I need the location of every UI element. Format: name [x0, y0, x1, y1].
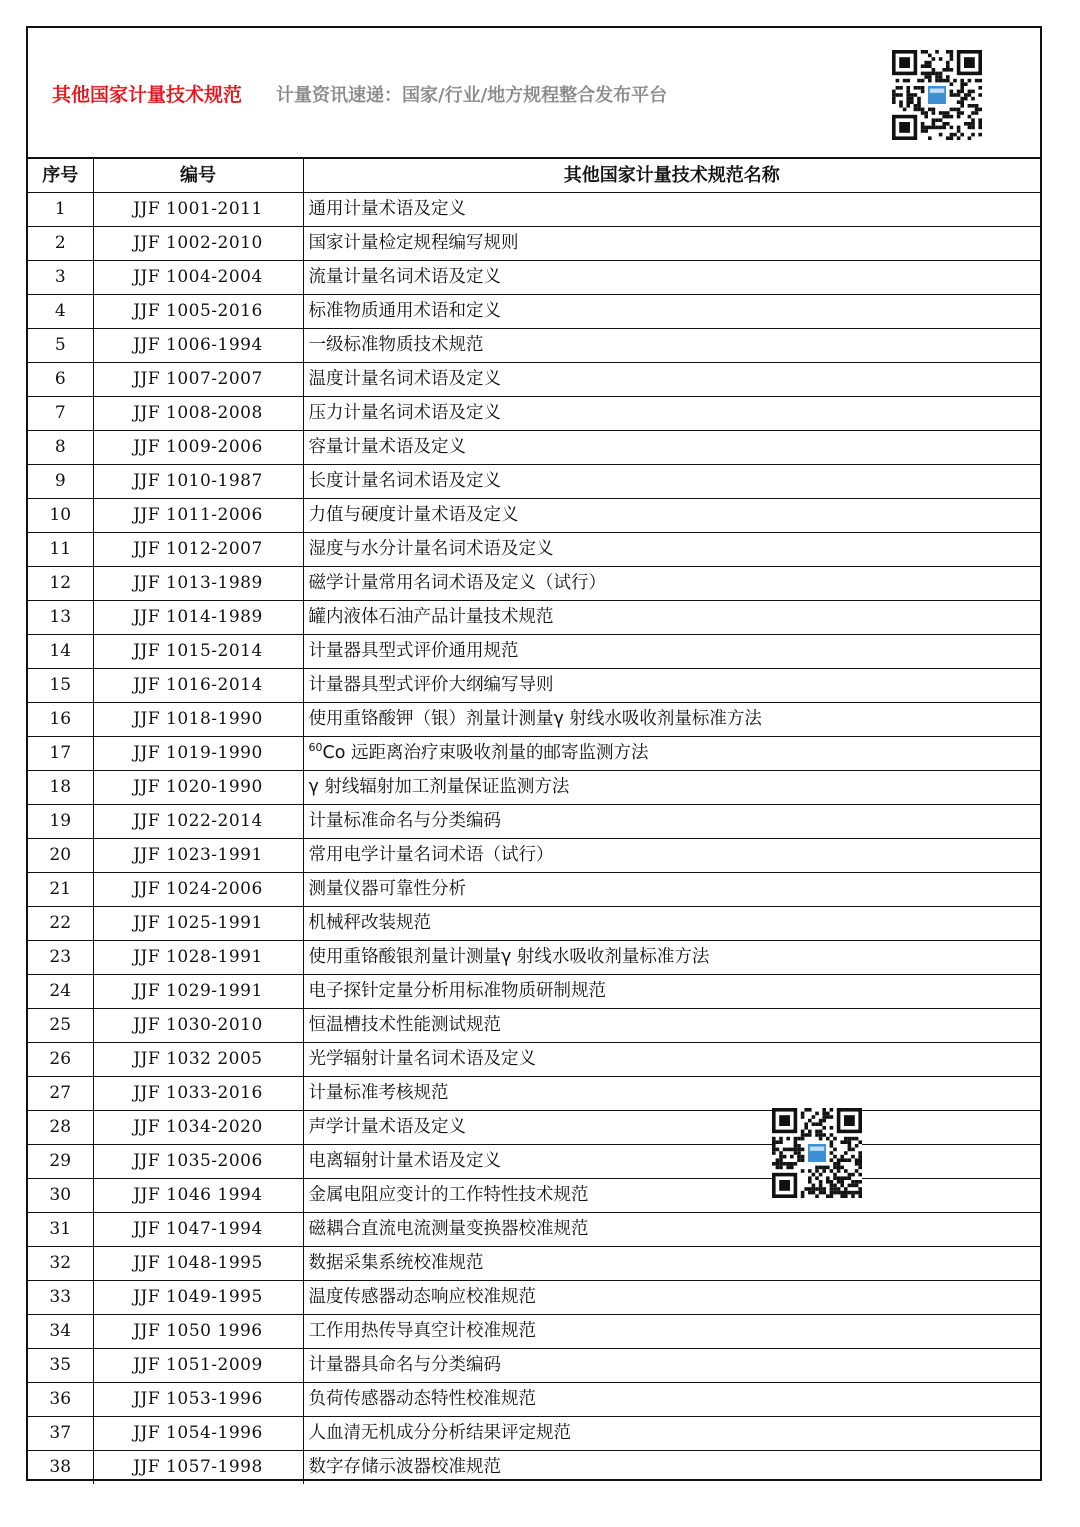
qr-code-icon	[772, 1108, 862, 1198]
document-title: 其他国家计量技术规范	[52, 84, 243, 106]
name-cell: 声学计量术语及定义	[303, 1111, 1040, 1145]
code-cell: JJF 1002-2010	[93, 227, 303, 261]
no-cell: 14	[28, 635, 93, 669]
table-row	[28, 737, 1040, 771]
code-cell: JJF 1030-2010	[93, 1009, 303, 1043]
table-row	[28, 533, 1040, 567]
code-cell: JJF 1051-2009	[93, 1349, 303, 1383]
code-cell: JJF 1008-2008	[93, 397, 303, 431]
code-cell: JJF 1009-2006	[93, 431, 303, 465]
name-cell: 人血清无机成分分析结果评定规范	[303, 1417, 1040, 1451]
no-cell: 15	[28, 669, 93, 703]
no-cell: 9	[28, 465, 93, 499]
table-row	[28, 873, 1040, 907]
code-cell: JJF 1057-1998	[93, 1451, 303, 1485]
table-row	[28, 1145, 1040, 1179]
table-row	[28, 635, 1040, 669]
code-cell: JJF 1001-2011	[93, 193, 303, 227]
no-cell: 10	[28, 499, 93, 533]
name-cell	[303, 737, 1040, 771]
name-cell: 压力计量名词术语及定义	[303, 397, 1040, 431]
name-cell: 使用重铬酸银剂量计测量γ 射线水吸收剂量标准方法	[303, 941, 1040, 975]
column-header-no: 序号	[28, 159, 93, 193]
table-row	[28, 771, 1040, 805]
table-row	[28, 431, 1040, 465]
code-cell: JJF 1046 1994	[93, 1179, 303, 1213]
table-row	[28, 1315, 1040, 1349]
table-row	[28, 669, 1040, 703]
table-row	[28, 1077, 1040, 1111]
name-cell: 测量仪器可靠性分析	[303, 873, 1040, 907]
no-cell: 33	[28, 1281, 93, 1315]
table-row	[28, 295, 1040, 329]
no-cell: 6	[28, 363, 93, 397]
table-row	[28, 805, 1040, 839]
code-cell: JJF 1014-1989	[93, 601, 303, 635]
no-cell: 27	[28, 1077, 93, 1111]
no-cell: 31	[28, 1213, 93, 1247]
code-cell: JJF 1015-2014	[93, 635, 303, 669]
code-cell: JJF 1012-2007	[93, 533, 303, 567]
name-cell: 罐内液体石油产品计量技术规范	[303, 601, 1040, 635]
code-cell: JJF 1005-2016	[93, 295, 303, 329]
no-cell: 24	[28, 975, 93, 1009]
name-cell: 工作用热传导真空计校准规范	[303, 1315, 1040, 1349]
code-cell: JJF 1007-2007	[93, 363, 303, 397]
table-row	[28, 193, 1040, 227]
code-cell: JJF 1022-2014	[93, 805, 303, 839]
table-row	[28, 1247, 1040, 1281]
code-cell: JJF 1019-1990	[93, 737, 303, 771]
name-cell: 力值与硬度计量术语及定义	[303, 499, 1040, 533]
name-text: Co 远距离治疗束吸收剂量的邮寄监测方法	[322, 743, 649, 763]
name-cell: 计量标准命名与分类编码	[303, 805, 1040, 839]
code-cell: JJF 1016-2014	[93, 669, 303, 703]
name-cell: 使用重铬酸钾（银）剂量计测量γ 射线水吸收剂量标准方法	[303, 703, 1040, 737]
no-cell: 28	[28, 1111, 93, 1145]
table-row	[28, 703, 1040, 737]
no-cell: 36	[28, 1383, 93, 1417]
no-cell: 12	[28, 567, 93, 601]
no-cell: 11	[28, 533, 93, 567]
no-cell: 16	[28, 703, 93, 737]
table-row	[28, 907, 1040, 941]
table-header-row	[28, 159, 1040, 193]
no-cell: 22	[28, 907, 93, 941]
no-cell: 21	[28, 873, 93, 907]
name-cell: 数据采集系统校准规范	[303, 1247, 1040, 1281]
code-cell: JJF 1049-1995	[93, 1281, 303, 1315]
code-cell: JJF 1004-2004	[93, 261, 303, 295]
table-row	[28, 1281, 1040, 1315]
code-cell: JJF 1023-1991	[93, 839, 303, 873]
code-cell: JJF 1020-1990	[93, 771, 303, 805]
name-cell: 常用电学计量名词术语（试行）	[303, 839, 1040, 873]
code-cell: JJF 1053-1996	[93, 1383, 303, 1417]
qr-code-icon	[892, 50, 982, 140]
table-row	[28, 227, 1040, 261]
no-cell: 5	[28, 329, 93, 363]
table-row	[28, 1349, 1040, 1383]
table-row	[28, 1213, 1040, 1247]
code-cell: JJF 1013-1989	[93, 567, 303, 601]
code-cell: JJF 1010-1987	[93, 465, 303, 499]
no-cell: 13	[28, 601, 93, 635]
code-cell: JJF 1011-2006	[93, 499, 303, 533]
no-cell: 25	[28, 1009, 93, 1043]
name-cell: 光学辐射计量名词术语及定义	[303, 1043, 1040, 1077]
name-cell: 计量器具命名与分类编码	[303, 1349, 1040, 1383]
table-row	[28, 975, 1040, 1009]
name-cell: 金属电阻应变计的工作特性技术规范	[303, 1179, 1040, 1213]
name-cell: 温度传感器动态响应校准规范	[303, 1281, 1040, 1315]
no-cell: 38	[28, 1451, 93, 1485]
name-cell: 湿度与水分计量名词术语及定义	[303, 533, 1040, 567]
table-row	[28, 1111, 1040, 1145]
no-cell: 19	[28, 805, 93, 839]
no-cell: 35	[28, 1349, 93, 1383]
no-cell: 29	[28, 1145, 93, 1179]
name-cell: 电离辐射计量术语及定义	[303, 1145, 1040, 1179]
document-header	[28, 28, 1040, 159]
no-cell: 30	[28, 1179, 93, 1213]
name-cell: 通用计量术语及定义	[303, 193, 1040, 227]
code-cell: JJF 1033-2016	[93, 1077, 303, 1111]
name-cell: 计量器具型式评价大纲编写导则	[303, 669, 1040, 703]
table-row	[28, 1043, 1040, 1077]
no-cell: 26	[28, 1043, 93, 1077]
name-cell: 磁耦合直流电流测量变换器校准规范	[303, 1213, 1040, 1247]
document-sheet	[26, 26, 1042, 1481]
table-row	[28, 465, 1040, 499]
code-cell: JJF 1035-2006	[93, 1145, 303, 1179]
name-cell: 磁学计量常用名词术语及定义（试行）	[303, 567, 1040, 601]
table-row	[28, 567, 1040, 601]
table-row	[28, 499, 1040, 533]
no-cell: 3	[28, 261, 93, 295]
table-row	[28, 1383, 1040, 1417]
no-cell: 2	[28, 227, 93, 261]
table-row	[28, 1417, 1040, 1451]
name-cell: 标准物质通用术语和定义	[303, 295, 1040, 329]
no-cell: 34	[28, 1315, 93, 1349]
code-cell: JJF 1006-1994	[93, 329, 303, 363]
name-cell: 计量标准考核规范	[303, 1077, 1040, 1111]
name-cell: 电子探针定量分析用标准物质研制规范	[303, 975, 1040, 1009]
no-cell: 18	[28, 771, 93, 805]
name-cell: 温度计量名词术语及定义	[303, 363, 1040, 397]
name-cell: 国家计量检定规程编写规则	[303, 227, 1040, 261]
name-cell: 长度计量名词术语及定义	[303, 465, 1040, 499]
name-cell: 一级标准物质技术规范	[303, 329, 1040, 363]
name-cell: 流量计量名词术语及定义	[303, 261, 1040, 295]
code-cell: JJF 1034-2020	[93, 1111, 303, 1145]
table-row	[28, 1451, 1040, 1485]
name-cell: 机械秤改装规范	[303, 907, 1040, 941]
table-row	[28, 363, 1040, 397]
code-cell: JJF 1047-1994	[93, 1213, 303, 1247]
table-row	[28, 1009, 1040, 1043]
table-row	[28, 329, 1040, 363]
no-cell: 4	[28, 295, 93, 329]
table-row	[28, 601, 1040, 635]
no-cell: 20	[28, 839, 93, 873]
code-cell: JJF 1048-1995	[93, 1247, 303, 1281]
column-header-code: 编号	[93, 159, 303, 193]
name-cell: 负荷传感器动态特性校准规范	[303, 1383, 1040, 1417]
standards-table	[28, 159, 1040, 1484]
table-row	[28, 941, 1040, 975]
name-cell: γ 射线辐射加工剂量保证监测方法	[303, 771, 1040, 805]
no-cell: 37	[28, 1417, 93, 1451]
name-cell: 计量器具型式评价通用规范	[303, 635, 1040, 669]
column-header-name: 其他国家计量技术规范名称	[303, 159, 1040, 193]
isotope-superscript: 60	[308, 741, 323, 755]
no-cell: 23	[28, 941, 93, 975]
name-cell: 容量计量术语及定义	[303, 431, 1040, 465]
no-cell: 8	[28, 431, 93, 465]
no-cell: 32	[28, 1247, 93, 1281]
name-cell: 恒温槽技术性能测试规范	[303, 1009, 1040, 1043]
document-subtitle: 计量资讯速递：国家/行业/地方规程整合发布平台	[276, 85, 668, 106]
table-row	[28, 839, 1040, 873]
code-cell: JJF 1050 1996	[93, 1315, 303, 1349]
code-cell: JJF 1032 2005	[93, 1043, 303, 1077]
code-cell: JJF 1054-1996	[93, 1417, 303, 1451]
table-row	[28, 261, 1040, 295]
no-cell: 17	[28, 737, 93, 771]
code-cell: JJF 1018-1990	[93, 703, 303, 737]
table-row	[28, 397, 1040, 431]
code-cell: JJF 1024-2006	[93, 873, 303, 907]
code-cell: JJF 1025-1991	[93, 907, 303, 941]
code-cell: JJF 1029-1991	[93, 975, 303, 1009]
name-cell: 数字存储示波器校准规范	[303, 1451, 1040, 1485]
no-cell: 7	[28, 397, 93, 431]
code-cell: JJF 1028-1991	[93, 941, 303, 975]
no-cell: 1	[28, 193, 93, 227]
table-row	[28, 1179, 1040, 1213]
